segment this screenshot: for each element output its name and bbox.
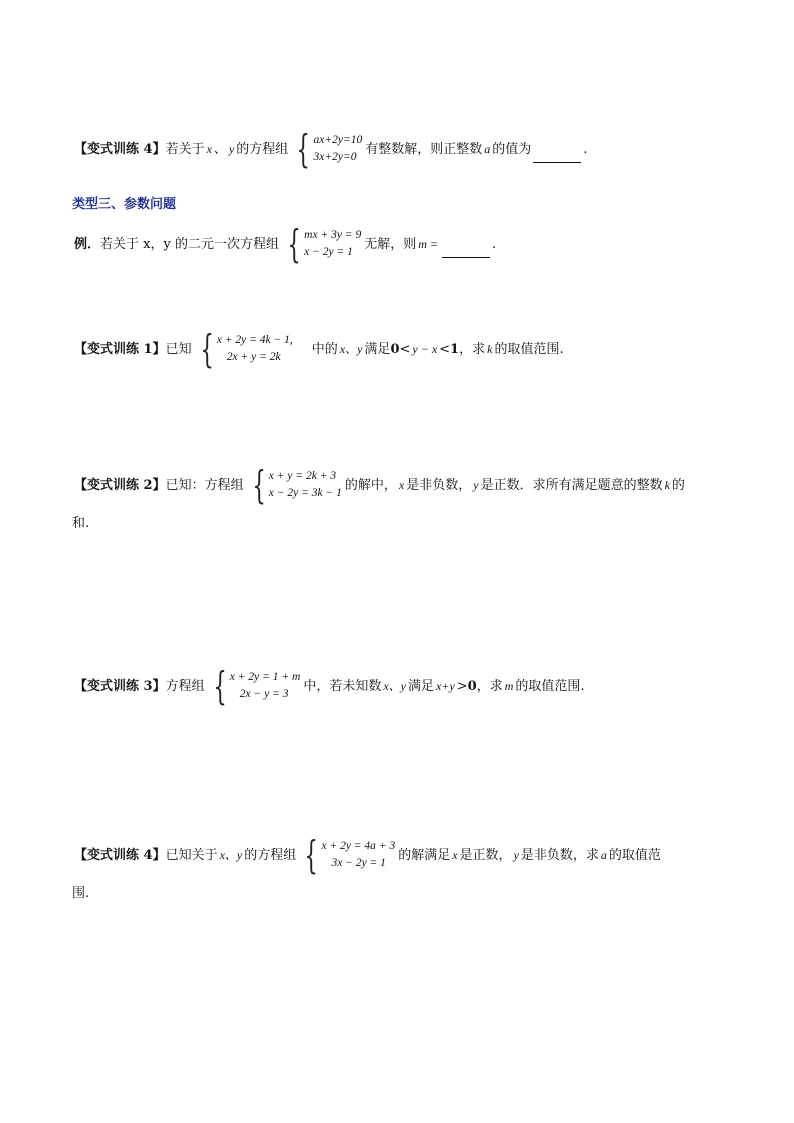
problem-text: 是非负数，求: [520, 847, 599, 863]
problem-text: 的取值范围.: [515, 678, 585, 694]
problem-text: 的取值范: [608, 847, 661, 863]
problem-text: .: [583, 141, 588, 157]
left-brace-icon: {: [296, 127, 311, 171]
problem-text: 的: [671, 477, 685, 493]
left-brace-icon: {: [252, 463, 266, 507]
equation-2: x − 2y = 3k − 1: [268, 487, 342, 500]
example-tag: 例．: [74, 236, 101, 252]
math-var: x、y: [219, 848, 243, 863]
math-var: k: [664, 478, 670, 493]
problem-text: .: [491, 236, 497, 252]
math-number: 0: [390, 341, 400, 357]
problem-variant-4a: [74, 127, 588, 171]
math-var: x: [206, 142, 212, 157]
math-var: y: [228, 142, 235, 157]
equation-2: 2x + y = 2k: [226, 351, 281, 364]
equation-2: 3x+2y=0: [313, 151, 357, 164]
problem-tag: 【变式训练 4】: [74, 141, 166, 157]
example-problem: [74, 222, 497, 266]
problem-text: 方程组: [165, 678, 205, 694]
problem-text: 是正数．求所有满足题意的整数: [480, 477, 663, 493]
equation-system: [291, 127, 363, 171]
math-var: x、y: [383, 679, 406, 694]
math-number: 0: [467, 678, 477, 694]
equation-2: 2x − y = 3: [239, 688, 289, 701]
left-brace-icon: {: [304, 833, 319, 877]
problem-tag: 【变式训练 4】: [74, 847, 166, 863]
equation-system: [247, 463, 342, 507]
problem-variant-3: [74, 664, 585, 708]
problem-text: 的取值范围.: [494, 341, 564, 357]
problem-text: 无解，则: [364, 236, 417, 252]
equation-1: x + 2y = 4a + 3: [321, 840, 396, 853]
math-var: a: [600, 848, 607, 863]
problem-text: 满足: [408, 678, 435, 694]
problem-text: 是正数，: [459, 847, 512, 863]
problem-variant-2-line2: [72, 517, 89, 530]
equation-1: ax+2y=10: [313, 134, 363, 147]
math-number: 1: [450, 341, 460, 357]
problem-text: ，求: [476, 678, 503, 694]
equation-system: [208, 664, 301, 708]
left-brace-icon: {: [287, 222, 301, 266]
problem-text: 已知关于: [165, 847, 218, 863]
problem-text: 的解满足: [398, 847, 451, 863]
problem-text: 已知: [165, 341, 192, 357]
problem-text: 的解中，: [344, 477, 397, 493]
equation-2: 3x − 2y = 1: [331, 857, 386, 870]
left-brace-icon: {: [213, 664, 227, 708]
less-than-sign: <: [439, 341, 451, 357]
problem-variant-4b: [74, 833, 661, 877]
problem-text: 的方程组: [236, 141, 289, 157]
answer-blank: [442, 256, 490, 258]
equation-1: x + 2y = 4k − 1,: [216, 334, 293, 347]
problem-text: 有整数解，则正整数: [365, 141, 483, 157]
left-brace-icon: {: [200, 327, 214, 371]
greater-than-sign: >: [456, 678, 468, 694]
problem-variant-2: [74, 463, 685, 507]
problem-text: 的方程组: [244, 847, 297, 863]
equation-1: x + 2y = 1 + m: [229, 671, 301, 684]
math-var: y: [473, 478, 479, 493]
section-title-text: 类型三、参数问题: [72, 197, 177, 212]
math-var: x: [398, 478, 405, 493]
problem-text: ，求: [459, 341, 486, 357]
equation-2: x − 2y = 1: [304, 246, 353, 259]
equation-1: x + y = 2k + 3: [268, 470, 337, 483]
problem-text: 的值为: [492, 141, 532, 157]
math-expr: x+y: [436, 679, 455, 694]
less-than-sign: <: [399, 341, 411, 357]
math-var: y: [513, 848, 519, 863]
equation-system: [299, 833, 396, 877]
math-var: a: [484, 142, 491, 157]
problem-variant-4b-line2: [72, 887, 89, 900]
problem-text: 满足: [364, 341, 391, 357]
math-var: x: [452, 848, 458, 863]
equation-1: mx + 3y = 9: [304, 229, 362, 242]
problem-text: 、: [213, 141, 227, 157]
section-title: [72, 198, 176, 211]
problem-tag: 【变式训练 2】: [74, 477, 166, 493]
problem-variant-1: [74, 327, 564, 371]
math-var: m =: [418, 237, 438, 252]
problem-text: 和.: [72, 516, 90, 531]
problem-text: 围.: [72, 886, 90, 901]
problem-text: 已知：方程组: [165, 477, 244, 493]
answer-blank: [533, 161, 581, 163]
equation-system: [195, 327, 293, 371]
problem-tag: 【变式训练 3】: [74, 678, 166, 694]
math-expr: y − x: [412, 342, 438, 357]
problem-tag: 【变式训练 1】: [74, 341, 166, 357]
math-var: k: [487, 342, 493, 357]
math-var: x、y: [339, 342, 363, 357]
problem-text: 若关于: [165, 141, 205, 157]
problem-text: 若关于 x，y 的二元一次方程组: [100, 236, 279, 252]
equation-system: [282, 222, 362, 266]
problem-text: 是非负数，: [406, 477, 472, 493]
problem-text: 中的: [311, 341, 338, 357]
problem-text: 中，若未知数: [303, 678, 382, 694]
math-var: m: [504, 679, 514, 694]
